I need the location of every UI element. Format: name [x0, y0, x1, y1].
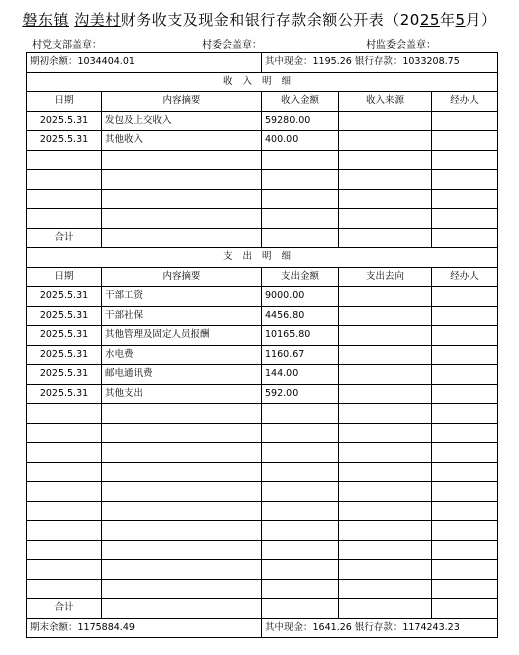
expense-row: [27, 521, 498, 541]
expense-cell-amount: 1160.67: [262, 345, 339, 365]
income-header-row: [27, 92, 498, 112]
expense-cell-summary: 其他管理及固定人员报酬: [102, 326, 262, 346]
income-cell-handler: [432, 189, 498, 209]
expense-row: [27, 482, 498, 502]
expense-cell-amount: [262, 404, 339, 424]
expense-header-handler: 经办人: [432, 267, 498, 287]
expense-cell-amount: [262, 462, 339, 482]
expense-row: [27, 443, 498, 463]
income-header-amount: 收入金额: [262, 92, 339, 112]
expense-cell-amount: [262, 540, 339, 560]
income-cell-amount: 400.00: [262, 131, 339, 151]
expense-cell-date: 2025.5.31: [27, 365, 102, 385]
expense-cell-summary: 干部社保: [102, 306, 262, 326]
expense-cell-counterparty: [339, 521, 432, 541]
income-cell-handler: [432, 111, 498, 131]
income-cell-date: [27, 170, 102, 190]
income-cell-handler: [432, 170, 498, 190]
closing-balance-row: [27, 618, 498, 638]
expense-cell-date: [27, 462, 102, 482]
income-cell-date: 2025.5.31: [27, 131, 102, 151]
income-header-handler: 经办人: [432, 92, 498, 112]
income-total-label: 合计: [27, 228, 102, 248]
expense-cell-amount: [262, 482, 339, 502]
income-cell-date: 2025.5.31: [27, 111, 102, 131]
expense-cell-counterparty: [339, 423, 432, 443]
income-section-row: [27, 72, 498, 92]
expense-row: [27, 501, 498, 521]
expense-cell-counterparty: [339, 443, 432, 463]
expense-cell-date: [27, 482, 102, 502]
committee-stamp-label: 村委会盖章：: [202, 40, 262, 51]
expense-cell-amount: 592.00: [262, 384, 339, 404]
expense-cell-counterparty: [339, 306, 432, 326]
expense-cell-summary: [102, 443, 262, 463]
income-header-summary: 内容摘要: [102, 92, 262, 112]
income-cell-counterparty: [339, 209, 432, 229]
expense-cell-amount: [262, 443, 339, 463]
expense-cell-handler: [432, 345, 498, 365]
expense-row: [27, 560, 498, 580]
expense-cell-date: [27, 404, 102, 424]
expense-cell-counterparty: [339, 345, 432, 365]
expense-cell-amount: 144.00: [262, 365, 339, 385]
income-row: [27, 131, 498, 151]
expense-row: [27, 326, 498, 346]
expense-section-row: [27, 248, 498, 268]
expense-cell-handler: [432, 287, 498, 307]
expense-cell-handler: [432, 521, 498, 541]
income-cell-amount: [262, 170, 339, 190]
income-cell-handler: [432, 150, 498, 170]
expense-cell-amount: [262, 521, 339, 541]
expense-cell-date: 2025.5.31: [27, 287, 102, 307]
expense-cell-handler: [432, 560, 498, 580]
title-month: 5: [455, 11, 466, 29]
expense-cell-date: 2025.5.31: [27, 345, 102, 365]
income-cell-counterparty: [339, 170, 432, 190]
expense-cell-amount: [262, 423, 339, 443]
expense-cell-handler: [432, 501, 498, 521]
income-cell-handler: [432, 131, 498, 151]
expense-cell-amount: [262, 501, 339, 521]
income-cell-handler: [432, 209, 498, 229]
expense-cell-summary: [102, 501, 262, 521]
expense-cell-date: [27, 443, 102, 463]
expense-cell-handler: [432, 365, 498, 385]
expense-cell-counterparty: [339, 365, 432, 385]
expense-cell-handler: [432, 404, 498, 424]
expense-header-date: 日期: [27, 267, 102, 287]
expense-cell-date: [27, 521, 102, 541]
expense-header-row: [27, 267, 498, 287]
expense-header-summary: 内容摘要: [102, 267, 262, 287]
page-title: 磐东镇 沟美村财务收支及现金和银行存款余额公开表（2025年5月）: [22, 11, 497, 29]
income-section-title: 收入明细: [27, 72, 498, 92]
village-name: 沟美村: [74, 11, 121, 29]
expense-cell-summary: 干部工资: [102, 287, 262, 307]
income-cell-counterparty: [339, 111, 432, 131]
expense-cell-summary: [102, 540, 262, 560]
expense-cell-date: 2025.5.31: [27, 306, 102, 326]
expense-cell-date: [27, 579, 102, 599]
expense-cell-handler: [432, 306, 498, 326]
income-cell-amount: [262, 189, 339, 209]
expense-cell-counterparty: [339, 326, 432, 346]
expense-row: [27, 462, 498, 482]
town-name: 磐东镇: [22, 11, 69, 29]
expense-cell-handler: [432, 384, 498, 404]
income-row: [27, 209, 498, 229]
expense-cell-handler: [432, 326, 498, 346]
expense-cell-summary: [102, 462, 262, 482]
expense-row: [27, 404, 498, 424]
expense-cell-handler: [432, 579, 498, 599]
closing-cash-bank: 其中现金：1641.26 银行存款：1174243.23: [262, 618, 498, 638]
income-total-row: [27, 228, 498, 248]
expense-cell-amount: 4456.80: [262, 306, 339, 326]
closing-balance: 期末余额：1175884.49: [27, 618, 262, 638]
expense-cell-summary: [102, 579, 262, 599]
expense-cell-handler: [432, 462, 498, 482]
income-cell-date: [27, 150, 102, 170]
income-cell-amount: 59280.00: [262, 111, 339, 131]
expense-cell-amount: [262, 579, 339, 599]
income-header-counterparty: 收入来源: [339, 92, 432, 112]
expense-cell-counterparty: [339, 462, 432, 482]
expense-cell-summary: 水电费: [102, 345, 262, 365]
income-row: [27, 170, 498, 190]
expense-cell-date: [27, 560, 102, 580]
party-stamp-label: 村党支部盖章：: [32, 40, 102, 51]
expense-cell-summary: [102, 423, 262, 443]
opening-balance-row: [27, 53, 498, 73]
expense-cell-summary: 邮电通讯费: [102, 365, 262, 385]
expense-cell-counterparty: [339, 560, 432, 580]
expense-row: [27, 423, 498, 443]
income-row: [27, 111, 498, 131]
title-year: 25: [419, 11, 440, 29]
expense-cell-amount: 9000.00: [262, 287, 339, 307]
expense-cell-summary: [102, 521, 262, 541]
supervision-stamp-label: 村监委会盖章：: [366, 40, 436, 51]
income-cell-summary: [102, 170, 262, 190]
expense-cell-date: 2025.5.31: [27, 384, 102, 404]
income-cell-summary: 发包及上交收入: [102, 111, 262, 131]
expense-cell-amount: [262, 560, 339, 580]
income-cell-counterparty: [339, 131, 432, 151]
expense-row: [27, 345, 498, 365]
income-cell-date: [27, 209, 102, 229]
expense-row: [27, 306, 498, 326]
opening-balance: 期初余额：1034404.01: [27, 53, 262, 73]
expense-cell-date: 2025.5.31: [27, 326, 102, 346]
expense-cell-amount: 10165.80: [262, 326, 339, 346]
expense-cell-counterparty: [339, 501, 432, 521]
expense-cell-summary: [102, 560, 262, 580]
expense-section-title: 支出明细: [27, 248, 498, 268]
finance-table-body: [27, 53, 498, 638]
expense-cell-date: [27, 423, 102, 443]
expense-cell-counterparty: [339, 404, 432, 424]
income-row: [27, 150, 498, 170]
expense-cell-summary: [102, 404, 262, 424]
expense-row: [27, 579, 498, 599]
income-cell-date: [27, 189, 102, 209]
expense-cell-handler: [432, 482, 498, 502]
expense-row: [27, 384, 498, 404]
expense-cell-counterparty: [339, 287, 432, 307]
expense-header-amount: 支出金额: [262, 267, 339, 287]
expense-cell-counterparty: [339, 540, 432, 560]
income-row: [27, 189, 498, 209]
expense-total-label: 合计: [27, 599, 102, 619]
income-cell-summary: [102, 189, 262, 209]
expense-row: [27, 540, 498, 560]
expense-cell-counterparty: [339, 482, 432, 502]
finance-table: [26, 52, 498, 638]
expense-row: [27, 287, 498, 307]
opening-cash-bank: 其中现金：1195.26 银行存款：1033208.75: [262, 53, 498, 73]
expense-cell-summary: [102, 482, 262, 502]
income-cell-counterparty: [339, 150, 432, 170]
expense-cell-handler: [432, 423, 498, 443]
expense-cell-date: [27, 501, 102, 521]
expense-header-counterparty: 支出去向: [339, 267, 432, 287]
expense-cell-handler: [432, 443, 498, 463]
expense-cell-handler: [432, 540, 498, 560]
expense-cell-counterparty: [339, 579, 432, 599]
income-cell-amount: [262, 150, 339, 170]
income-cell-summary: [102, 209, 262, 229]
income-cell-summary: [102, 150, 262, 170]
income-cell-amount: [262, 209, 339, 229]
expense-cell-summary: 其他支出: [102, 384, 262, 404]
income-cell-counterparty: [339, 189, 432, 209]
expense-total-row: [27, 599, 498, 619]
income-header-date: 日期: [27, 92, 102, 112]
expense-cell-date: [27, 540, 102, 560]
expense-cell-counterparty: [339, 384, 432, 404]
expense-row: [27, 365, 498, 385]
income-cell-summary: 其他收入: [102, 131, 262, 151]
